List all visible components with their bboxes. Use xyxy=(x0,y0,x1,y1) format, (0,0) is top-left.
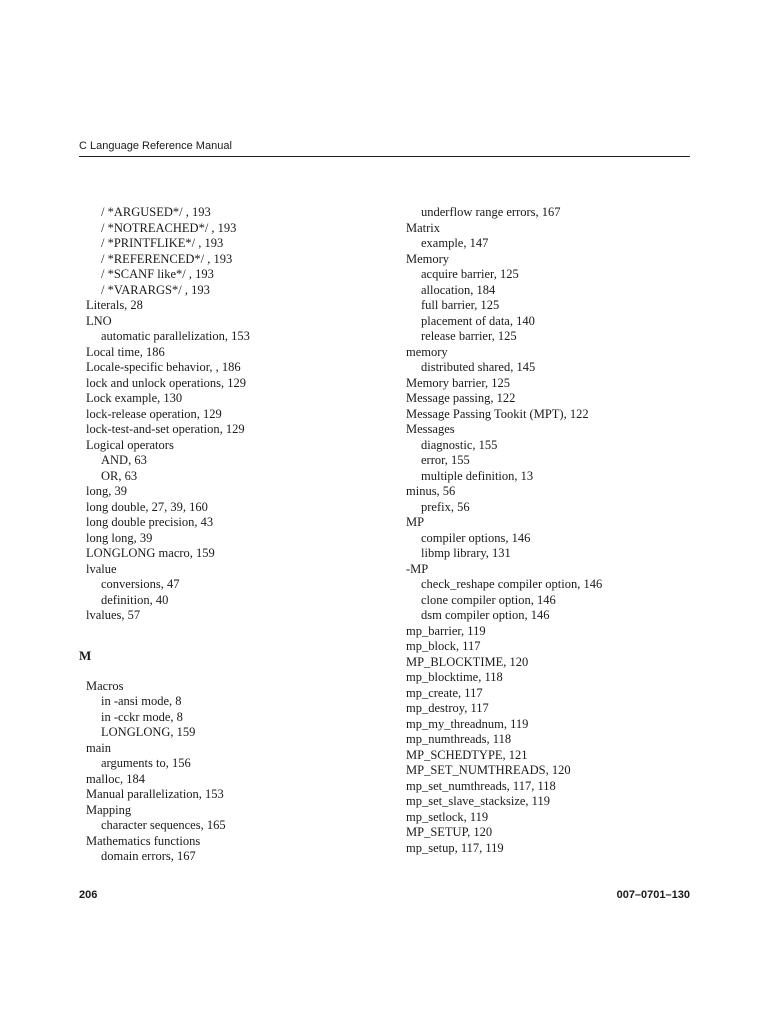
index-entry: long long, 39 xyxy=(86,530,153,545)
index-entry: Matrix xyxy=(406,220,441,235)
index-subentry: example, 147 xyxy=(421,236,489,250)
index-subentry: conversions, 47 xyxy=(101,577,180,591)
index-entry: long double, 27, 39, 160 xyxy=(86,499,208,514)
index-entry: lvalues, 57 xyxy=(86,608,141,622)
index-subentry: release barrier, 125 xyxy=(421,329,517,343)
index-subentry: clone compiler option, 146 xyxy=(421,592,556,607)
index-entry: Message passing, 122 xyxy=(406,391,516,405)
index-subentry: OR, 63 xyxy=(101,468,138,483)
index-entry: MP_SET_NUMTHREADS, 120 xyxy=(406,763,571,777)
index-entry: mp_setup, 117, 119 xyxy=(406,840,504,855)
index-entry: memory xyxy=(406,344,448,359)
index-subentry: character sequences, 165 xyxy=(101,818,226,832)
running-header xyxy=(79,138,690,157)
index-entry: mp_set_numthreads, 117, 118 xyxy=(406,778,556,793)
index-entry: mp_setlock, 119 xyxy=(406,809,489,824)
index-entry: mp_create, 117 xyxy=(406,685,483,700)
index-subentry: error, 155 xyxy=(421,453,470,467)
index-subentry: / *ARGUSED*/ , 193 xyxy=(101,205,211,219)
index-subentry: automatic parallelization, 153 xyxy=(101,329,250,343)
index-entry: Local time, 186 xyxy=(86,344,165,359)
index-entry: MP_SETUP, 120 xyxy=(406,825,493,839)
document-number: 007–0701–130 xyxy=(616,889,690,901)
index-subentry: distributed shared, 145 xyxy=(421,360,536,374)
index-entry: lvalue xyxy=(86,561,117,576)
index-entry: -MP xyxy=(406,561,429,576)
index-entry: Mathematics functions xyxy=(86,833,201,848)
index-entry: mp_block, 117 xyxy=(406,639,481,653)
index-subentry: in -cckr mode, 8 xyxy=(101,709,183,724)
index-entry: mp_barrier, 119 xyxy=(406,623,486,638)
index-entry: mp_set_slave_stacksize, 119 xyxy=(406,794,550,808)
index-group-top xyxy=(86,205,386,624)
index-group-right xyxy=(406,205,706,856)
section-spacer xyxy=(86,665,386,679)
index-entry: LONGLONG macro, 159 xyxy=(86,546,215,560)
index-entry: MP_SCHEDTYPE, 121 xyxy=(406,747,528,762)
page-number: 206 xyxy=(79,889,98,901)
index-subentry: placement of data, 140 xyxy=(421,313,535,328)
index-subentry: prefix, 56 xyxy=(421,499,470,514)
index-subentry: arguments to, 156 xyxy=(101,756,191,770)
index-column-left xyxy=(79,205,386,865)
section-letter-heading: M xyxy=(79,647,92,663)
index-entry: Memory xyxy=(406,251,450,266)
index-entry: Logical operators xyxy=(86,437,174,452)
index-entry: Lock example, 130 xyxy=(86,391,183,405)
index-entry: mp_numthreads, 118 xyxy=(406,732,512,746)
index-subentry: LONGLONG, 159 xyxy=(101,725,196,739)
index-subentry: in -ansi mode, 8 xyxy=(101,694,182,708)
index-subentry: definition, 40 xyxy=(101,592,169,607)
index-subentry: / *VARARGS*/ , 193 xyxy=(101,282,210,297)
index-subentry: / *REFERENCED*/ , 193 xyxy=(101,251,233,266)
index-subentry: / *PRINTFLIKE*/ , 193 xyxy=(101,236,224,250)
index-subentry: allocation, 184 xyxy=(421,282,496,297)
index-subentry: check_reshape compiler option, 146 xyxy=(421,577,603,591)
index-subentry: multiple definition, 13 xyxy=(421,468,534,483)
index-entry: MP xyxy=(406,515,425,529)
index-entry: Messages xyxy=(406,422,455,436)
index-group-bottom xyxy=(86,679,386,865)
index-entry: LNO xyxy=(86,313,112,328)
index-subentry: compiler options, 146 xyxy=(421,530,531,545)
index-entry: Macros xyxy=(86,678,124,693)
index-entry: lock and unlock operations, 129 xyxy=(86,375,247,390)
index-entry: mp_my_threadnum, 119 xyxy=(406,716,529,731)
index-subentry: AND, 63 xyxy=(101,453,147,467)
index-subentry: acquire barrier, 125 xyxy=(421,267,519,281)
index-subentry: / *NOTREACHED*/ , 193 xyxy=(101,220,237,235)
index-entry: main xyxy=(86,740,111,755)
index-entry: Locale-specific behavior, , 186 xyxy=(86,360,241,374)
index-entry: Manual parallelization, 153 xyxy=(86,787,224,801)
index-entry: Literals, 28 xyxy=(86,298,143,312)
index-subentry: domain errors, 167 xyxy=(101,849,196,863)
index-subentry: underflow range errors, 167 xyxy=(421,205,561,219)
index-subentry: diagnostic, 155 xyxy=(421,437,498,452)
index-subentry: dsm compiler option, 146 xyxy=(421,608,550,622)
index-entry: long, 39 xyxy=(86,484,127,498)
index-entry: long double precision, 43 xyxy=(86,515,214,529)
index-entry: minus, 56 xyxy=(406,484,456,498)
index-entry: Memory barrier, 125 xyxy=(406,375,510,390)
index-entry: malloc, 184 xyxy=(86,771,146,786)
index-entry: Message Passing Tookit (MPT), 122 xyxy=(406,406,589,421)
index-entry: mp_blocktime, 118 xyxy=(406,670,503,684)
section-spacer xyxy=(86,624,386,647)
header-title: C Language Reference Manual xyxy=(79,140,232,152)
index-entry: mp_destroy, 117 xyxy=(406,701,489,715)
index-entry: Mapping xyxy=(86,802,132,817)
index-entry: MP_BLOCKTIME, 120 xyxy=(406,654,529,669)
index-entry: lock-test-and-set operation, 129 xyxy=(86,422,245,436)
index-subentry: full barrier, 125 xyxy=(421,298,500,312)
index-column-right xyxy=(406,205,706,856)
index-subentry: / *SCANF like*/ , 193 xyxy=(101,267,214,281)
index-entry: lock-release operation, 129 xyxy=(86,406,222,421)
index-subentry: libmp library, 131 xyxy=(421,546,511,560)
